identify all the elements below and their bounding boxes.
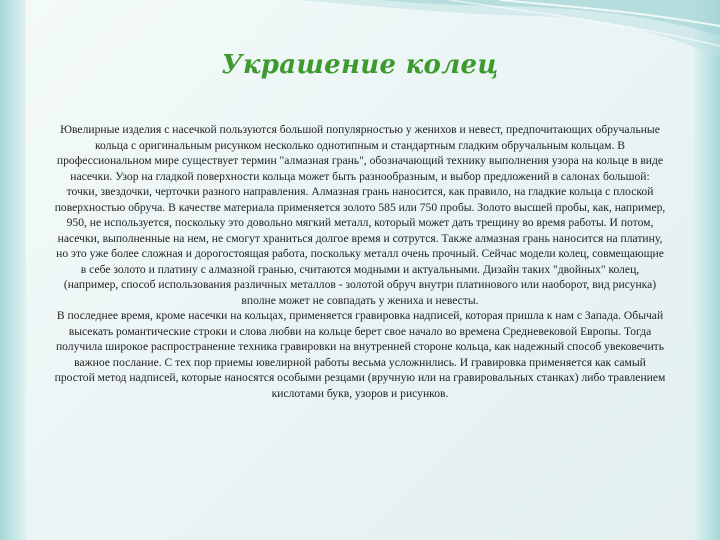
left-border-strip	[0, 0, 26, 540]
paragraph-diamond-facet: Ювелирные изделия с насечкой пользуются большой популярностью у женихов и невест, предпочитающих обручальные кольца с оригинальным рисунком несколько однотипным и стандартным гладким обручальным кольцам. В профессиональном мире существует термин "алмазная грань", обозначающий технику выполнения узора на кольце в виде насечки. Узор на гладкой поверхности кольца может быть разнообразным, и выбор предложений в салонах большой: точки, звездочки, черточки разного направления. Алмазная грань наносится, как правило, на гладкие кольца с плоской поверхностью обруча. В качестве материала применяется золото 585 или 750 пробы. Золото высшей пробы, как, например, 950, не используется, поскольку это довольно мягкий металл, который может дать трещину во время работы. И потом, насечки, выполненные на нем, не смогут храниться долгое время и сотрутся. Также алмазная грань наносится на платину, но это уже более сложная и дорогостоящая работа, поскольку металл очень прочный. Сейчас модели колец, совмещающие в себе золото и платину с алмазной гранью, считаются модными и актуальными. Дизайн таких "двойных" колец, (например, способ использования различных металлов - золотой обруч внутри платинового или наоборот, вид рисунка) вполне может не совпадать у жениха и невесты.	[54, 123, 666, 307]
slide-body	[54, 122, 666, 401]
slide-title: Украшение колец	[221, 50, 499, 80]
paragraph-engraving: В последнее время, кроме насечки на кольцах, применяется гравировка надписей, которая пришла к нам с Запада. Обычай высекать романтические строки и слова любви на кольце берет свое начало во времена Средневековой Европы. Тогда получила широкое распространение техника гравировки на внутренней стороне кольца, как надежный способ увековечить важное послание. С тех пор приемы ювелирной работы весьма усложнились. И гравировка применяется как самый простой метод надписей, которые наносятся особыми резцами (вручную или на гравировальных станках) либо травлением кислотами букв, узоров и рисунков.	[54, 309, 666, 400]
right-border-strip	[694, 0, 720, 540]
